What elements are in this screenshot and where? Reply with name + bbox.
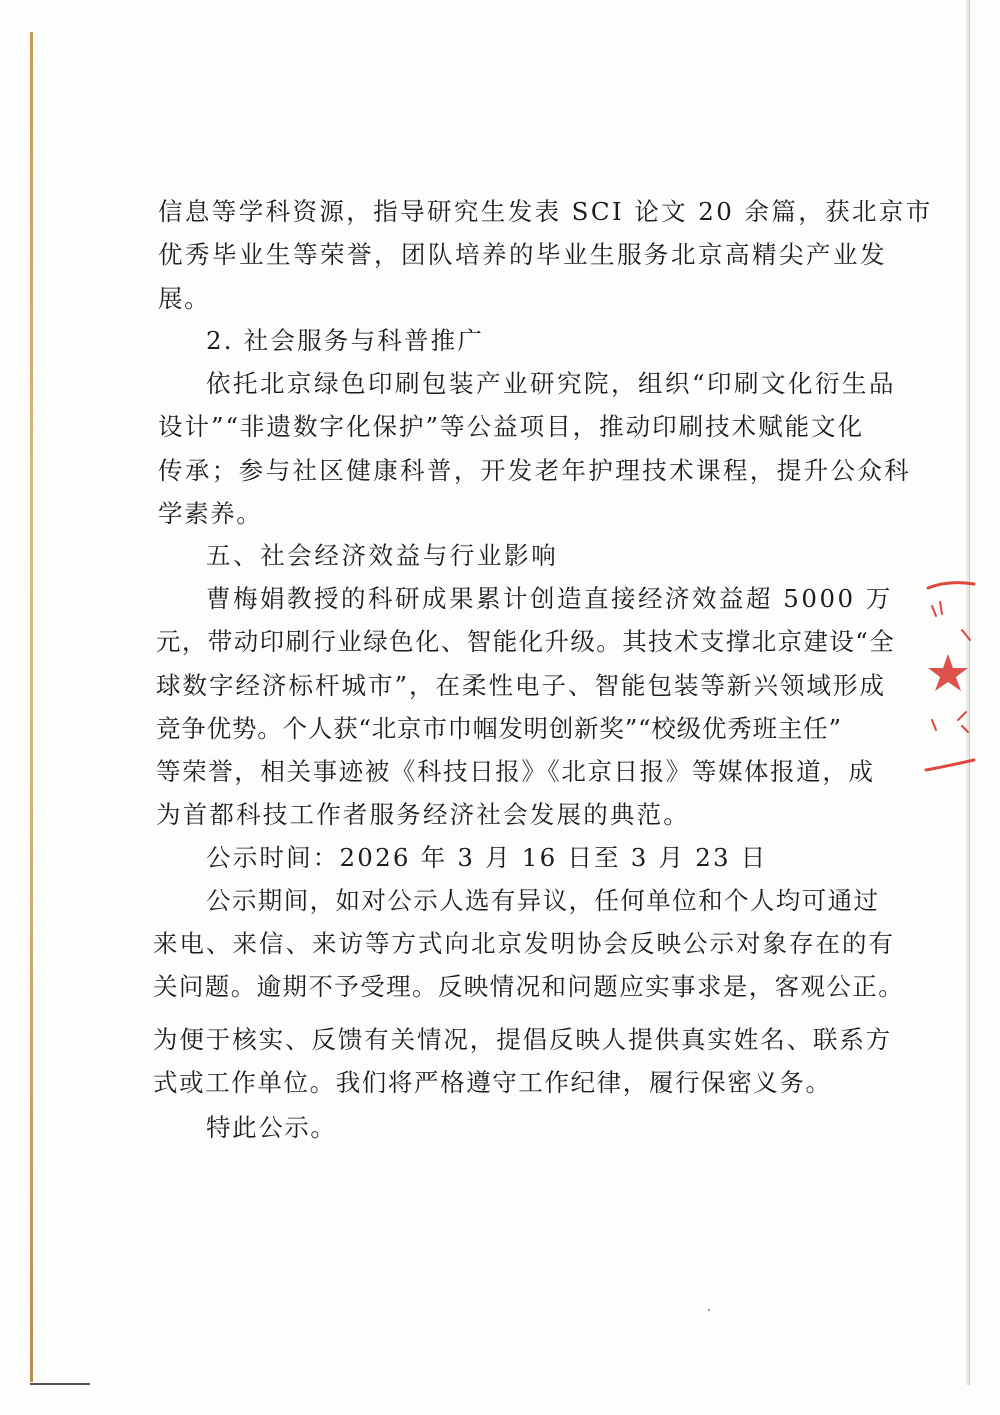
closing-line: 特此公示。 — [206, 1113, 337, 1142]
paragraph-line: 依托北京绿色印刷包装产业研究院，组织“印刷文化衍生品 — [206, 369, 897, 398]
section-heading: 五、社会经济效益与行业影响 — [206, 541, 559, 570]
notice-period: 公示时间：2026 年 3 月 16 日至 3 月 23 日 — [206, 843, 768, 872]
paragraph-line: 设计”“非遗数字化保护”等公益项目，推动印刷技术赋能文化 — [158, 412, 865, 441]
paragraph-line: 元，带动印刷行业绿色化、智能化升级。其技术支撑北京建设“全 — [156, 627, 896, 656]
paragraph-line: 为便于核实、反馈有关情况，提倡反映人提供真实姓名、联系方 — [153, 1025, 893, 1054]
subsection-heading: 2. 社会服务与科普推广 — [206, 326, 485, 355]
paragraph-line: 球数字经济标杆城市”，在柔性电子、智能包装等新兴领域形成 — [156, 671, 887, 700]
paragraph-line: 曹梅娟教授的科研成果累计创造直接经济效益超 5000 万 — [206, 584, 893, 613]
paragraph-line: 竞争优势。个人获“北京市巾帼发明创新奖”“校级优秀班主任” — [156, 714, 842, 743]
paragraph-line: 学素养。 — [158, 499, 263, 528]
official-seal-fragment — [918, 570, 978, 780]
scan-edge-left — [30, 32, 33, 1382]
paragraph-line: 信息等学科资源，指导研究生发表 SCI 论文 20 余篇，获北京市 — [158, 197, 933, 226]
paragraph-line: 为首都科技工作者服务经济社会发展的典范。 — [156, 800, 690, 829]
paragraph-line: 等荣誉，相关事迹被《科技日报》《北京日报》等媒体报道，成 — [156, 757, 875, 786]
paragraph-line: 公示期间，如对公示人选有异议，任何单位和个人均可通过 — [206, 886, 880, 915]
paragraph-line: 优秀毕业生等荣誉，团队培养的毕业生服务北京高精尖产业发 — [158, 240, 887, 269]
paragraph-line: 关问题。逾期不予受理。反映情况和问题应实事求是，客观公正。 — [153, 972, 905, 1001]
paragraph-line: 传承；参与社区健康科普，开发老年护理技术课程，提升公众科 — [158, 456, 912, 485]
scan-bottom-mark — [30, 1383, 90, 1385]
scan-speck — [708, 1309, 710, 1311]
paragraph-line: 来电、来信、来访等方式向北京发明协会反映公示对象存在的有 — [153, 929, 895, 958]
paragraph-line: 式或工作单位。我们将严格遵守工作纪律，履行保密义务。 — [153, 1068, 832, 1097]
paragraph-line: 展。 — [158, 284, 211, 313]
seal-star-icon — [928, 654, 968, 691]
